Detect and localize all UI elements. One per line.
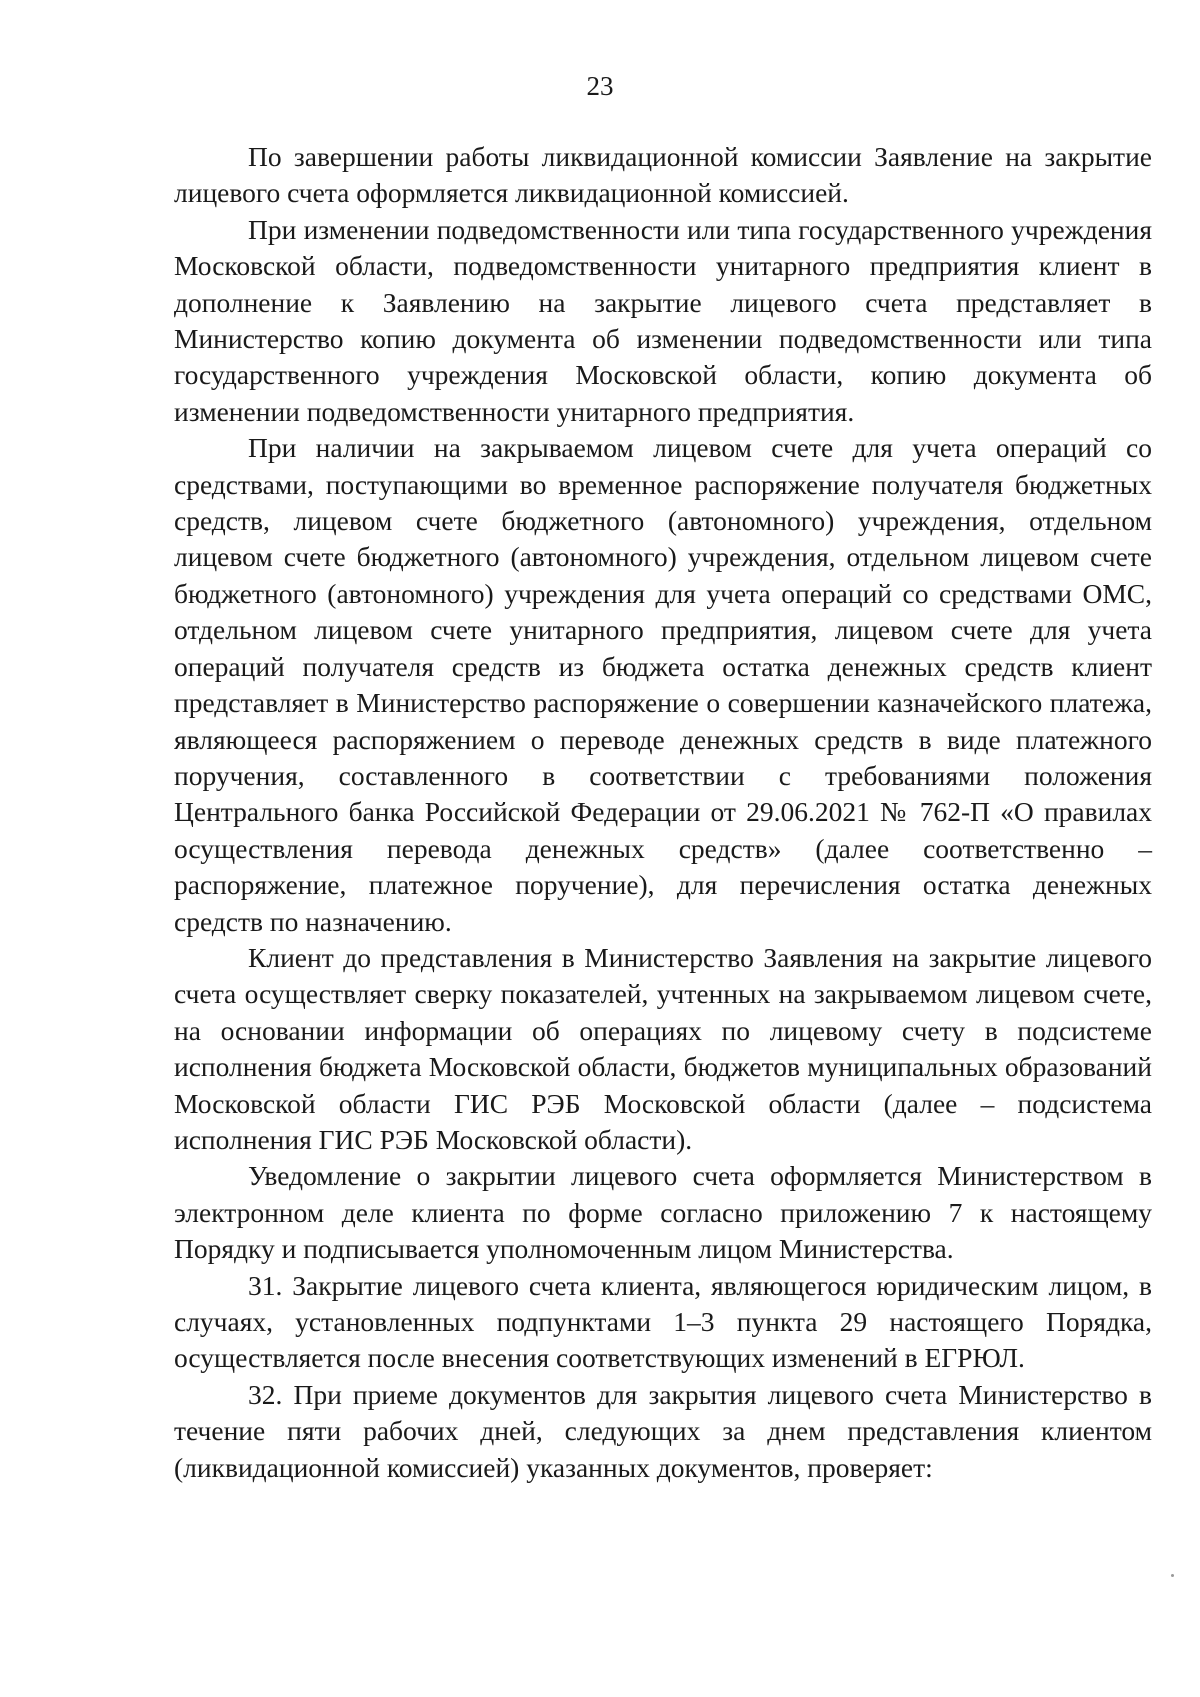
- paragraph-reconciliation: Клиент до представления в Министерство Заявления на закрытие лицевого счета осуществляет сверку показателей, учтенных на закрываемом лицевом счете, на основании информации об операциях по лицевому счету в подсистеме исполнения бюджета Московской области, бюджетов муниципальных образований Московской области ГИС РЭБ Московской области (далее – подсистема исполнения ГИС РЭБ Московской области).: [174, 941, 1152, 1155]
- page-number: 23: [586, 71, 614, 101]
- paragraph-change-subordination: При изменении подведомственности или типа государственного учреждения Московской области, подведомственности унитарного предприятия клиент в дополнение к Заявлению на закрытие лицевого счета представляет в Министерство копию документа об изменении подведомственности или типа государственного учреждения Московской области, копию документа об изменении подведомственности унитарного предприятия.: [174, 213, 1152, 427]
- scan-speck: [1171, 1574, 1174, 1577]
- paragraph-remaining-funds: При наличии на закрываемом лицевом счете для учета операций со средствами, поступающими во временное распоряжение получателя бюджетных средств, лицевом счете бюджетного (автономного) учреждения, отдельном лицевом счете бюджетного (автономного) учреждения, отдельном лицевом счете бюджетного (автономного) учреждения для учета операций со средствами ОМС, отдельном лицевом счете унитарного предприятия, лицевом счете для учета операций получателя средств из бюджета остатка денежных средств клиент представляет в Министерство распоряжение о совершении казначейского платежа, являющееся распоряжением о переводе денежных средств в виде платежного поручения, составленного в соответствии с требованиями положения Центрального банка Российской Федерации от 29.06.2021 № 762-П «О правилах осуществления перевода денежных средств» (далее соответственно – распоряжение, платежное поручение), для перечисления остатка денежных средств по назначению.: [174, 432, 1152, 937]
- paragraph-liquidation-commission: По завершении работы ликвидационной комиссии Заявление на закрытие лицевого счета оформляется ликвидационной комиссией.: [174, 141, 1152, 209]
- document-body: [174, 139, 1152, 1486]
- paragraph-item-31: 31. Закрытие лицевого счета клиента, являющегося юридическим лицом, в случаях, установленных подпунктами 1–3 пункта 29 настоящего Порядка, осуществляется после внесения соответствующих изменений в ЕГРЮЛ.: [174, 1269, 1152, 1374]
- paragraph-closure-notice: Уведомление о закрытии лицевого счета оформляется Министерством в электронном деле клиента по форме согласно приложению 7 к настоящему Порядку и подписывается уполномоченным лицом Министерства.: [174, 1160, 1152, 1265]
- paragraph-item-32: 32. При приеме документов для закрытия лицевого счета Министерство в течение пяти рабочих дней, следующих за днем представления клиентом (ликвидационной комиссией) указанных документов, проверяет:: [174, 1378, 1152, 1483]
